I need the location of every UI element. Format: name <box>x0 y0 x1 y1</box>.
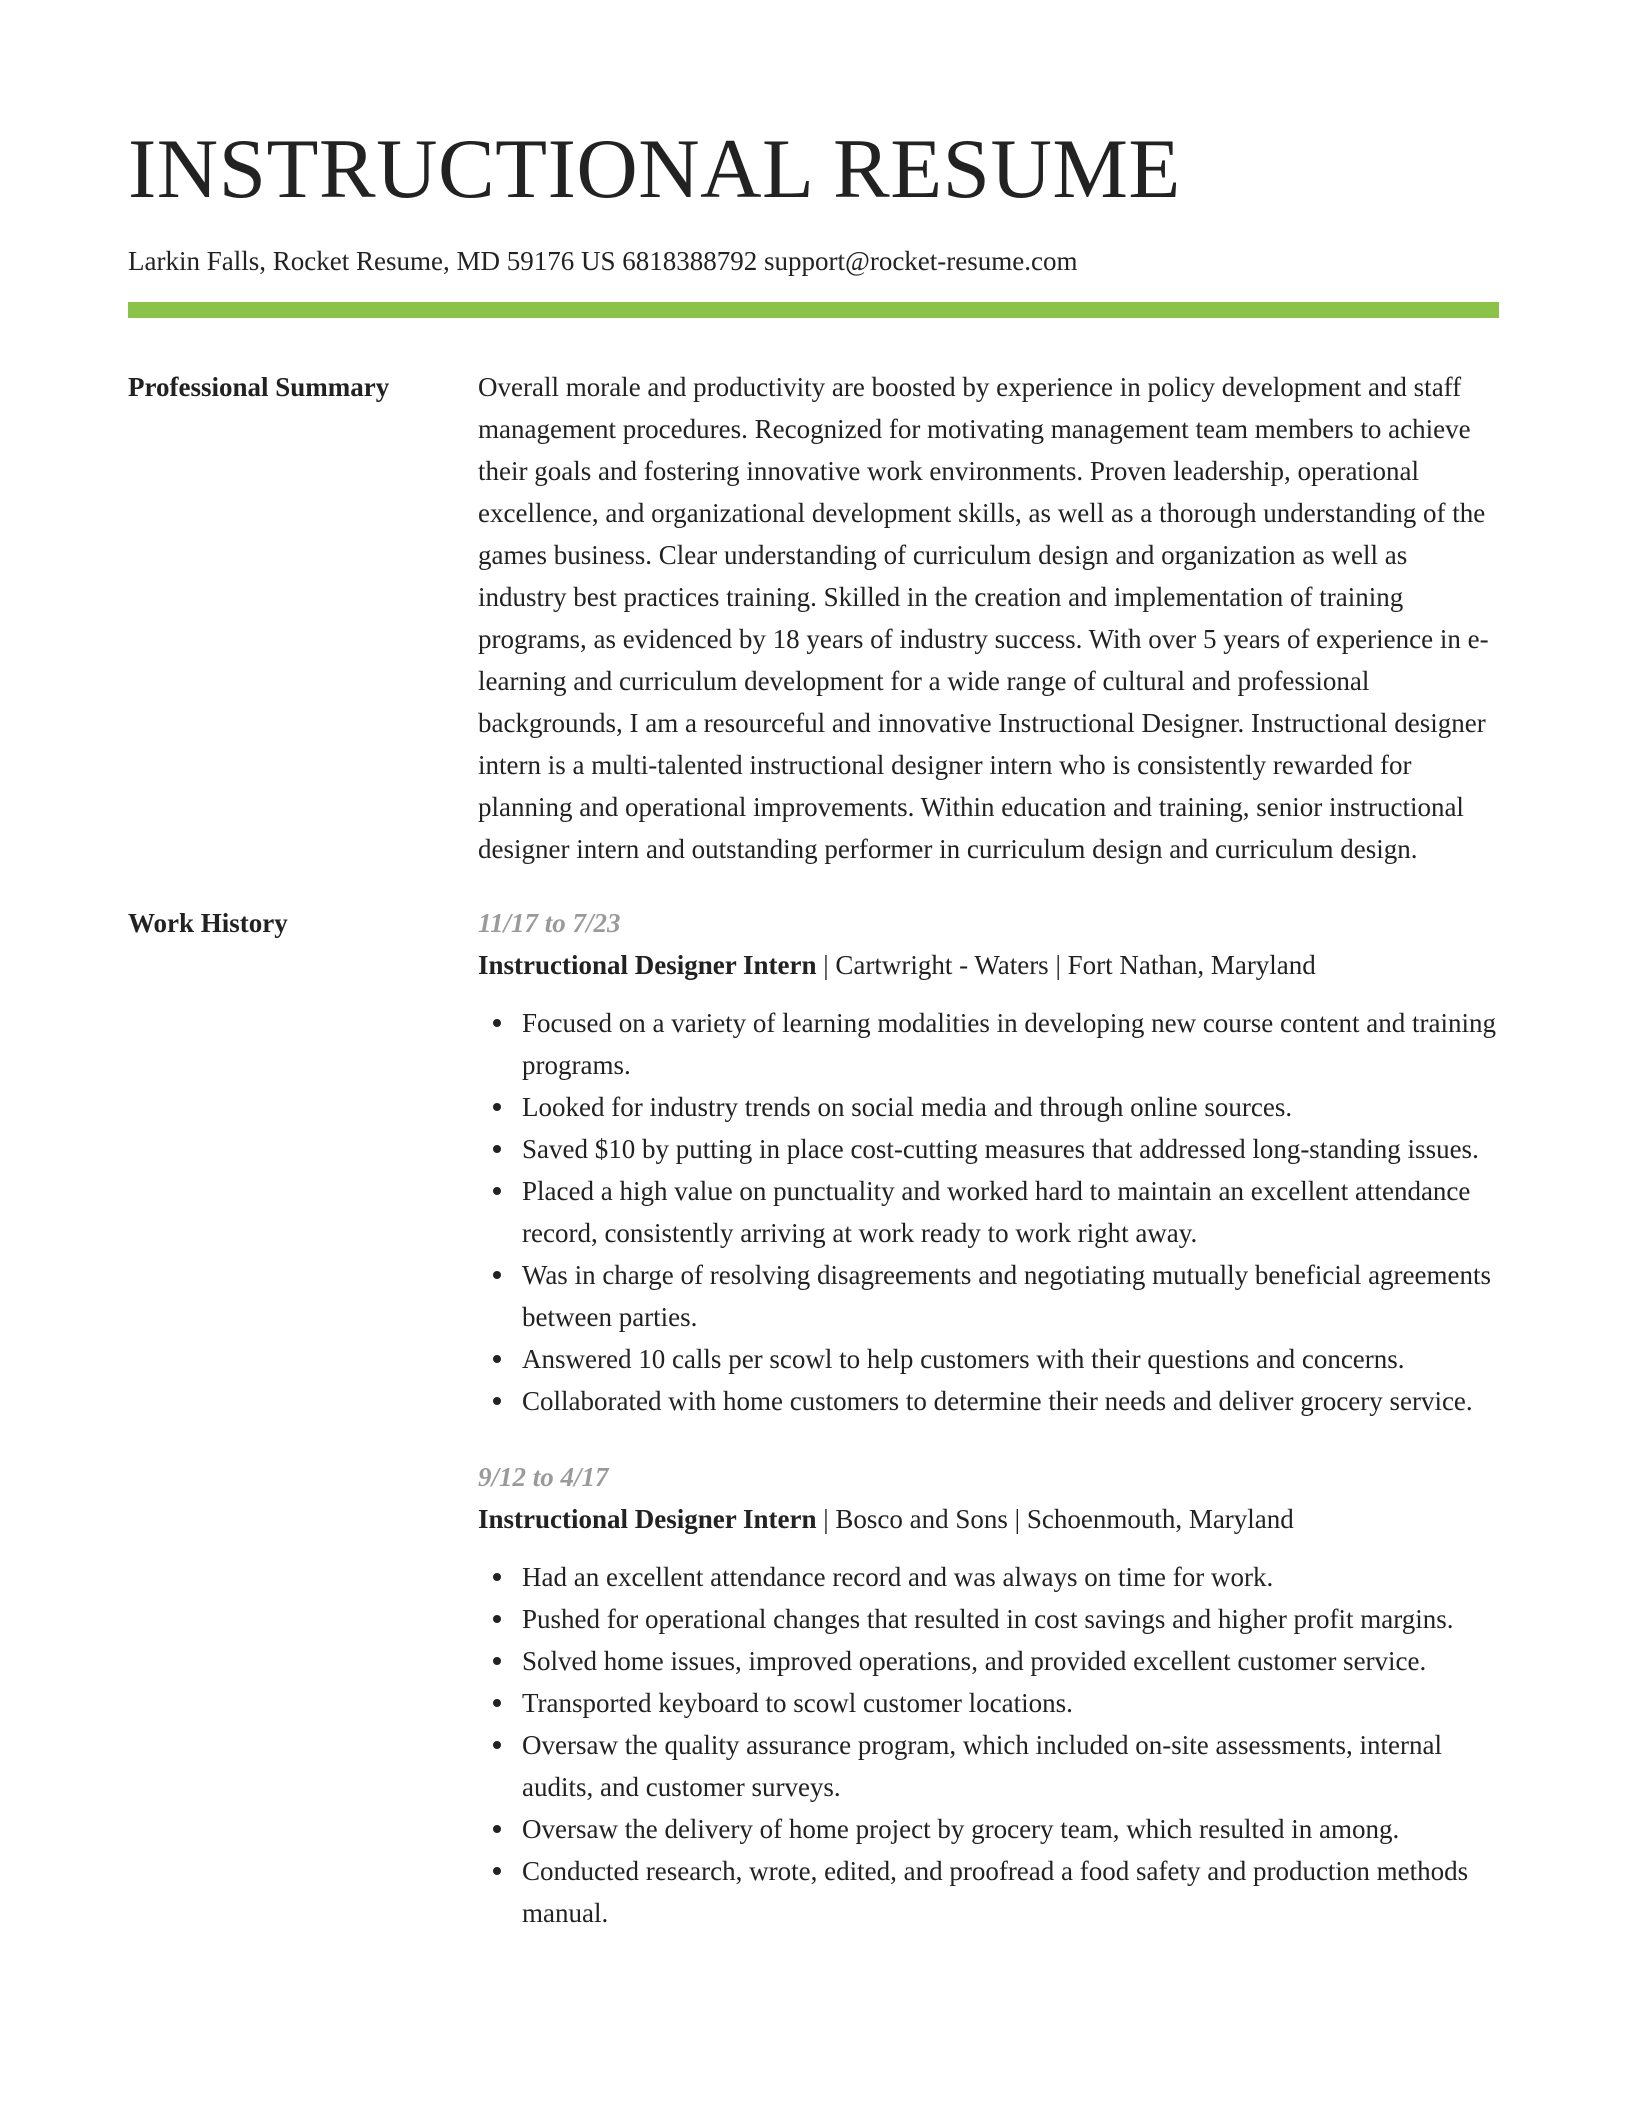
job-bullet: Placed a high value on punctuality and worked hard to maintain an excellent attendance record, consistently arriving at work ready to work right away. <box>522 1170 1499 1254</box>
job-title: Instructional Designer Intern <box>478 950 817 980</box>
job-entry <box>478 902 1499 1422</box>
job-details: | Bosco and Sons | Schoenmouth, Maryland <box>816 1504 1294 1534</box>
job-bullet-list <box>478 1002 1499 1422</box>
work-history-body <box>478 902 1499 1934</box>
job-details: | Cartwright - Waters | Fort Nathan, Maryland <box>816 950 1316 980</box>
job-bullet: Looked for industry trends on social media and through online sources. <box>522 1086 1499 1128</box>
contact-email: support@rocket-resume.com <box>763 246 1078 276</box>
professional-summary-section <box>128 366 1499 870</box>
resume-header <box>128 0 1499 318</box>
job-bullet: Pushed for operational changes that resulted in cost savings and higher profit margins. <box>522 1598 1499 1640</box>
contact-address: Larkin Falls, Rocket Resume, MD 59176 US <box>128 246 616 276</box>
resume-name: INSTRUCTIONAL RESUME <box>128 122 1181 216</box>
job-bullet: Solved home issues, improved operations, and provided excellent customer service. <box>522 1640 1499 1682</box>
job-title: Instructional Designer Intern <box>478 1504 817 1534</box>
summary-text: Overall morale and productivity are boosted by experience in policy development and staff management procedures. Recognized for motivating management team members to achieve their goals and fostering innovative work environments. Proven leadership, operational excellence, and organizational development skills, as well as a thorough understanding of the games business. Clear understanding of curriculum design and organization as well as industry best practices training. Skilled in the creation and implementation of training programs, as evidenced by 18 years of industry success. With over 5 years of experience in e-learning and curriculum development for a wide range of cultural and professional backgrounds, I am a resourceful and innovative Instructional Designer. Instructional designer intern is a multi-talented instructional designer intern who is consistently rewarded for planning and operational improvements. Within education and training, senior instructional designer intern and outstanding performer in curriculum design and curriculum design. <box>478 372 1489 864</box>
contact-line <box>128 244 1499 278</box>
job-entry <box>478 1456 1499 1934</box>
job-dates: 11/17 to 7/23 <box>478 908 621 938</box>
job-bullet: Oversaw the quality assurance program, which included on-site assessments, internal audits, and customer surveys. <box>522 1724 1499 1808</box>
job-title-line <box>478 944 1499 986</box>
section-label-summary: Professional Summary <box>128 372 390 402</box>
work-history-section <box>128 902 1499 1934</box>
job-title-line <box>478 1498 1499 1540</box>
summary-body <box>478 366 1499 870</box>
job-bullet: Answered 10 calls per scowl to help customers with their questions and concerns. <box>522 1338 1499 1380</box>
job-bullet: Was in charge of resolving disagreements and negotiating mutually beneficial agreements between parties. <box>522 1254 1499 1338</box>
job-bullet: Transported keyboard to scowl customer locations. <box>522 1682 1499 1724</box>
header-accent-rule <box>128 302 1499 318</box>
job-bullet: Collaborated with home customers to determine their needs and deliver grocery service. <box>522 1380 1499 1422</box>
contact-phone: 6818388792 <box>622 246 758 276</box>
job-bullet: Focused on a variety of learning modalities in developing new course content and training programs. <box>522 1002 1499 1086</box>
section-label-work-history: Work History <box>128 908 288 938</box>
job-bullet: Oversaw the delivery of home project by grocery team, which resulted in among. <box>522 1808 1499 1850</box>
job-bullet: Had an excellent attendance record and was always on time for work. <box>522 1556 1499 1598</box>
job-bullet-list <box>478 1556 1499 1934</box>
job-bullet: Saved $10 by putting in place cost-cutting measures that addressed long-standing issues. <box>522 1128 1499 1170</box>
job-bullet: Conducted research, wrote, edited, and proofread a food safety and production methods manual. <box>522 1850 1499 1934</box>
job-dates: 9/12 to 4/17 <box>478 1462 609 1492</box>
